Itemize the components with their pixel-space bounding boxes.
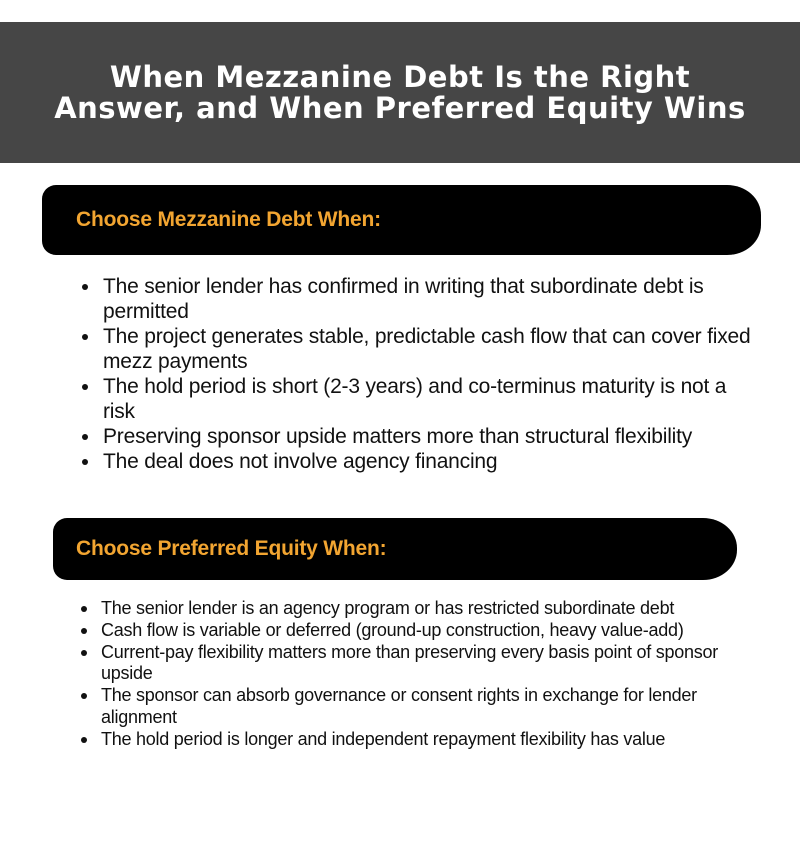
list-item [103,374,763,424]
list-item-text: The senior lender has confirmed in writing that subordinate debt is permitted [103,275,704,323]
bullet-icon [81,693,87,699]
preferred-equity-list [101,598,771,751]
bullet-icon [81,628,87,634]
list-item-text: Current-pay flexibility matters more than preserving every basis point of sponsor upside [101,641,719,684]
list-item-text: The senior lender is an agency program or has restricted subordinate debt [101,598,675,618]
list-item [101,685,771,729]
title-banner [0,22,800,163]
preferred-equity-heading: Choose Preferred Equity When: [76,537,387,560]
list-item-text: The sponsor can absorb governance or consent rights in exchange for lender alignment [101,685,697,727]
bullet-icon [82,459,88,465]
bullet-icon [81,737,87,743]
list-item [101,729,771,751]
list-item-text: The deal does not involve agency financing [103,450,498,473]
mezzanine-debt-heading-bar [42,185,761,255]
list-item [103,324,763,374]
mezzanine-debt-list [103,274,763,474]
list-item-text: The hold period is short (2-3 years) and co-terminus maturity is not a risk [103,375,727,423]
list-item [101,642,771,686]
list-item [103,424,763,449]
list-item-text: Cash flow is variable or deferred (ground-up construction, heavy value-add) [101,619,684,640]
preferred-equity-heading-bar [53,518,737,580]
bullet-icon [82,284,88,290]
list-item [101,620,771,642]
list-item-text: Preserving sponsor upside matters more than structural flexibility [103,425,693,448]
list-item-text: The hold period is longer and independent repayment flexibility has value [101,728,666,749]
bullet-icon [82,334,88,340]
bullet-icon [81,650,87,656]
bullet-icon [81,606,87,612]
page-title: When Mezzanine Debt Is the Right Answer, and When Preferred Equity Wins [54,59,746,125]
mezzanine-debt-heading: Choose Mezzanine Debt When: [76,208,381,231]
list-item [103,274,763,324]
list-item-text: The project generates stable, predictable cash flow that can cover fixed mezz payments [103,325,751,373]
list-item [101,598,771,620]
bullet-icon [82,434,88,440]
bullet-icon [82,384,88,390]
list-item [103,449,763,474]
